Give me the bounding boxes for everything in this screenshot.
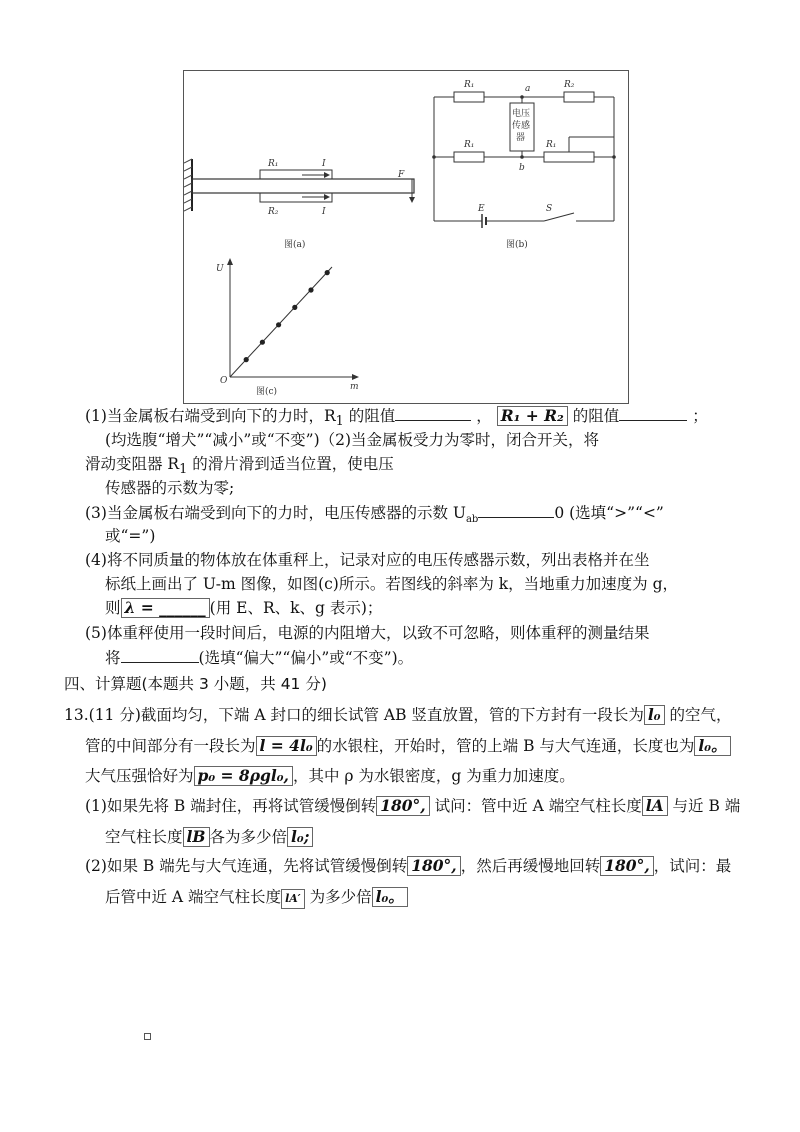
data-point bbox=[244, 357, 249, 362]
axis-m-label: m bbox=[350, 382, 359, 392]
label-r1-d: R₁ bbox=[546, 140, 557, 150]
q4-lambda-box[interactable]: λ = ______ bbox=[121, 598, 210, 618]
q13-p1e: 各为多少倍 bbox=[209, 828, 288, 846]
q13-la-box: lA bbox=[642, 796, 668, 816]
label-e: E bbox=[478, 204, 485, 214]
q3-line1 bbox=[85, 501, 664, 531]
q5-line1-text: 体重秤使用一段时间后，电源的内阻增大，以致不可忽略，则体重秤的测量结果 bbox=[106, 624, 650, 642]
q1-sub1: 1 bbox=[335, 414, 344, 430]
q13-l-box: l = 4l₀ bbox=[256, 736, 317, 756]
q1-text-b: 的阻值 bbox=[348, 407, 396, 425]
q13-line1b: 的空气， bbox=[664, 706, 732, 724]
node-b: b bbox=[519, 163, 525, 173]
q13-180-box-2: 180°, bbox=[407, 856, 461, 876]
q1-line2: (均选腹“增犬”“减小”或“不变”)（2)当金属板受力为零时，闭合开关，将 bbox=[105, 431, 600, 449]
label-r2-a: R₂ bbox=[268, 207, 279, 217]
q3-text-b: 0 (选填“>”“<” bbox=[554, 504, 664, 522]
data-point bbox=[260, 340, 265, 345]
q13-p2e: 为多少倍 bbox=[304, 888, 372, 906]
q1-text-e: ； bbox=[692, 407, 708, 425]
label-r1-b: R₁ bbox=[464, 80, 475, 90]
q13-180-box-1: 180°, bbox=[376, 796, 430, 816]
q13-p2d: 后管中近 A 端空气柱长度 bbox=[105, 888, 282, 906]
q13-p1b: 试问：管中近 A 端空气柱长度 bbox=[429, 797, 642, 815]
q13-l0-box-3: l₀; bbox=[287, 827, 313, 847]
q13-line2 bbox=[85, 735, 731, 757]
q13-la-prime-box: lA′ bbox=[281, 889, 305, 909]
q4-line1-text: 将不同质量的物体放在体重秤上，记录对应的电压传感器示数，列出表格并在坐 bbox=[106, 551, 650, 569]
q13-p0-box: p₀ = 8ρgl₀, bbox=[194, 766, 293, 786]
data-point bbox=[276, 322, 281, 327]
sensor-label-1: 电压 bbox=[512, 109, 531, 119]
q1-line3a: 滑动变阻器 R bbox=[85, 455, 180, 473]
label-r1-a: R₁ bbox=[268, 159, 279, 169]
q13-l0-box-2: l₀。 bbox=[694, 736, 730, 756]
q13-l0-box-1: l₀ bbox=[644, 705, 665, 725]
q13-180-box-3: 180°, bbox=[600, 856, 654, 876]
figure-panel bbox=[183, 70, 629, 404]
q1-text-a: 当金属板右端受到向下的力时，R bbox=[106, 407, 336, 425]
data-point bbox=[325, 270, 330, 275]
q13-p1d: 空气柱长度 bbox=[105, 828, 183, 846]
label-i-top: I bbox=[322, 159, 326, 169]
q13-line2a: 管的中间部分有一段长为 bbox=[85, 737, 256, 755]
q13-part1-line1 bbox=[85, 795, 740, 817]
q13-p2c: ，试问：最 bbox=[653, 857, 732, 875]
q5-line1 bbox=[85, 622, 649, 644]
q3-line2: 或“=”) bbox=[105, 527, 156, 545]
label-r2-b: R₂ bbox=[564, 80, 575, 90]
q13-line2b: 的水银柱，开始时，管的上端 B 与大气连通，长度也为 bbox=[316, 737, 695, 755]
figure-svg bbox=[184, 71, 628, 403]
q13-part1-line2 bbox=[105, 826, 313, 848]
q13-line1a: 13.(11 分)截面均匀，下端 A 封口的细长试管 AB 竖直放置，管的下方封有一段长为 bbox=[64, 706, 644, 724]
q5-line2a: 将 bbox=[105, 649, 121, 667]
q5-line2 bbox=[105, 646, 413, 669]
q3-label: (3) bbox=[85, 504, 107, 522]
axis-u-label: U bbox=[216, 264, 224, 274]
section-4-heading: 四、计算题(本题共 3 小题，共 41 分) bbox=[64, 675, 327, 693]
q13-line3b: ，其中 ρ 为水银密度，g 为重力加速度。 bbox=[292, 767, 575, 785]
q4-line3 bbox=[105, 597, 382, 619]
caption-c: 图(c) bbox=[256, 387, 278, 397]
q1-line4: 传感器的示数为零; bbox=[105, 479, 235, 497]
q1-text-c: ， bbox=[476, 407, 492, 425]
sensor-label-3: 器 bbox=[516, 133, 526, 143]
q4-label: (4) bbox=[85, 551, 107, 569]
q13-lb-box: lB bbox=[183, 827, 210, 847]
label-f: F bbox=[398, 170, 405, 180]
sensor-label-2: 传感 bbox=[512, 121, 531, 131]
caption-b: 图(b) bbox=[506, 240, 528, 250]
q5-blank[interactable] bbox=[121, 646, 199, 663]
label-r1-c: R₁ bbox=[464, 140, 475, 150]
q1-label: (1) bbox=[85, 407, 107, 425]
q4-line3b: (用 E、R、k、g 表示)； bbox=[209, 599, 383, 617]
q13-p2a: (2)如果 B 端先与大气连通，先将试管缓慢倒转 bbox=[85, 857, 408, 875]
q1-blank-1[interactable] bbox=[395, 404, 471, 421]
q1-text-d: 的阻值 bbox=[572, 407, 620, 425]
figure-a bbox=[184, 159, 415, 250]
caption-a: 图(a) bbox=[284, 240, 306, 250]
data-point bbox=[292, 305, 297, 310]
q13-p2b: ，然后再缓慢地回转 bbox=[460, 857, 601, 875]
footer-square-mark bbox=[144, 1033, 151, 1040]
q1-r1-plus-r2-box: R₁ + R₂ bbox=[497, 406, 568, 426]
q5-label: (5) bbox=[85, 624, 107, 642]
q3-blank[interactable] bbox=[478, 501, 554, 518]
q3-text-a: 当金属板右端受到向下的力时，电压传感器的示数 U bbox=[106, 504, 466, 522]
q1-line3-sub: 1 bbox=[179, 462, 188, 478]
q13-l0-box-4: l₀。 bbox=[372, 887, 408, 907]
data-point bbox=[308, 287, 313, 292]
q3-sub: ab bbox=[465, 514, 479, 526]
label-i-bottom: I bbox=[322, 207, 326, 217]
q13-part2-line2 bbox=[105, 886, 408, 909]
node-a: a bbox=[525, 84, 531, 94]
q4-line2: 标纸上画出了 U-m 图像，如图(c)所示。若图线的斜率为 k，当地重力加速度为 g， bbox=[105, 575, 679, 593]
q4-line1 bbox=[85, 549, 649, 571]
label-s: S bbox=[546, 204, 553, 214]
q13-part2-line1 bbox=[85, 855, 731, 877]
q13-p1a: (1)如果先将 B 端封住，再将试管缓慢倒转 bbox=[85, 797, 377, 815]
q5-line2b: (选填“偏大”“偏小”或“不变”)。 bbox=[198, 649, 414, 667]
figure-c bbox=[216, 258, 359, 397]
q13-line3 bbox=[85, 765, 575, 787]
q1-line3b: 的滑片滑到适当位置，使电压 bbox=[187, 455, 394, 473]
q1-blank-2[interactable] bbox=[619, 404, 687, 421]
q13-p1c: 与近 B 端 bbox=[667, 797, 741, 815]
q4-line3a: 则 bbox=[105, 599, 121, 617]
origin-label: O bbox=[220, 376, 228, 386]
q13-line1 bbox=[64, 704, 732, 726]
q13-line3a: 大气压强恰好为 bbox=[85, 767, 194, 785]
